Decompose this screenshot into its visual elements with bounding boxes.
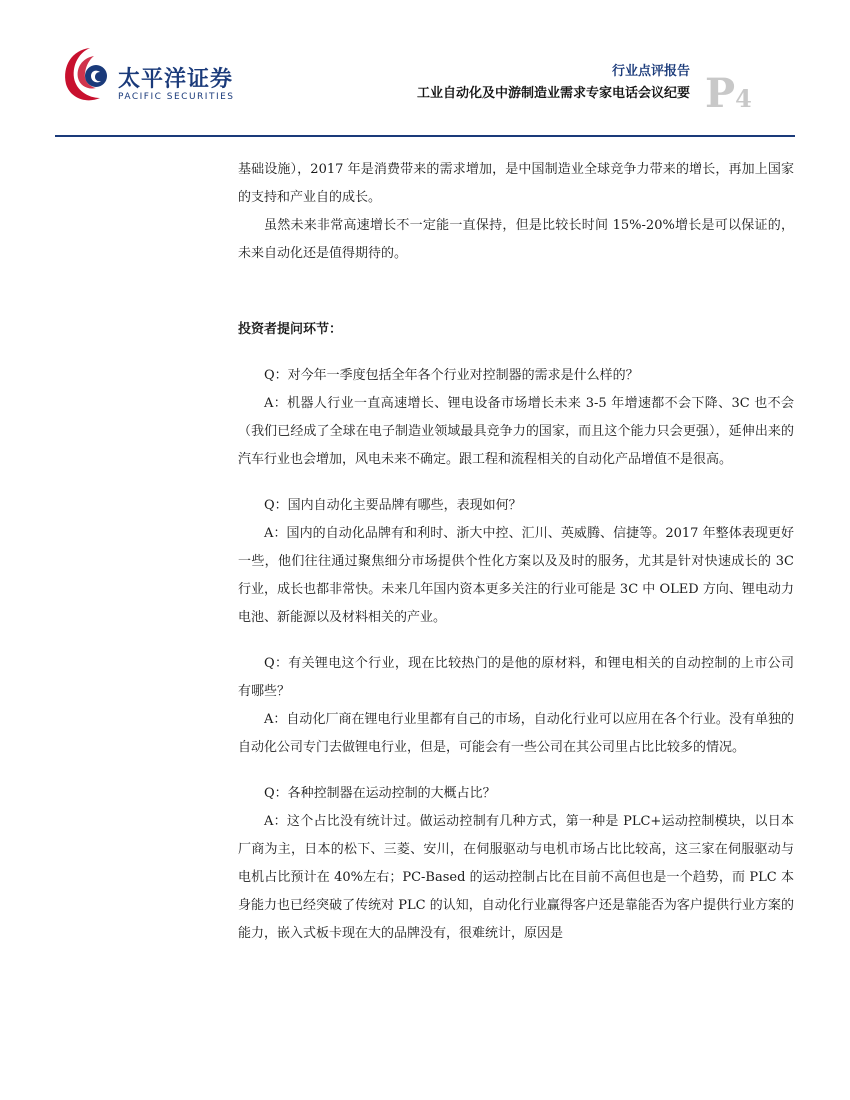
spacer	[238, 632, 794, 650]
logo-english-name: PACIFIC SECURITIES	[118, 92, 235, 102]
answer-2: A：国内的自动化品牌有和利时、浙大中控、汇川、英威腾、信捷等。2017 年整体表现更好一些，他们往往通过聚焦细分市场提供个性化方案以及及时的服务，尤其是针对快速成长的 3C 行业，成长也都非常快。未来几年国内资本更多关注的行业可能是 3C 中 OLED 方向、锂电动力电池、新能源以及材料相关的产业。	[238, 526, 794, 625]
page-header	[0, 0, 850, 140]
answer-4: A：这个占比没有统计过。做运动控制有几种方式，第一种是 PLC+运动控制模块，以日本厂商为主，日本的松下、三菱、安川，在伺服驱动与电机市场占比比较高，这三家在伺服驱动与电机占比预计在 40%左右；PC-Based 的运动控制占比在目前不高但也是一个趋势，而 PLC 本身能力也已经突破了传统对 PLC 的认知，自动化行业赢得客户还是靠能否为客户提供行业方案的能力，嵌入式板卡现在大的品牌没有，很难统计，原因是	[238, 814, 794, 941]
section-heading: 投资者提问环节：	[238, 322, 343, 337]
question-3: Q：有关锂电这个行业，现在比较热门的是他的原材料，和锂电相关的自动控制的上市公司有哪些？	[238, 656, 794, 699]
spacer	[238, 474, 794, 492]
page-number	[705, 70, 752, 117]
question-1: Q：对今年一季度包括全年各个行业对控制器的需求是什么样的？	[264, 368, 639, 383]
spacer	[238, 762, 794, 780]
spacer	[238, 268, 794, 316]
document-body	[238, 156, 794, 948]
logo-chinese-name: 太平洋证券	[118, 67, 234, 92]
company-logo	[60, 42, 260, 112]
page-letter: P	[705, 70, 736, 117]
spacer	[238, 344, 794, 362]
paragraph-continuation: 基础设施），2017 年是消费带来的需求增加，是中国制造业全球竞争力带来的增长，再加上国家的支持和产业自的成长。	[238, 162, 794, 205]
page-number-value: 4	[735, 84, 752, 113]
question-4: Q：各种控制器在运动控制的大概占比？	[264, 786, 496, 801]
header-divider	[55, 135, 795, 137]
answer-1: A：机器人行业一直高速增长、锂电设备市场增长未来 3-5 年增速都不会下降、3C 也不会（我们已经成了全球在电子制造业领域最具竞争力的国家，而且这个能力只会更强），延伸出来的汽车行业也会增加，风电未来不确定。跟工程和流程相关的自动化产品增值不是很高。	[238, 396, 794, 467]
question-2: Q：国内自动化主要品牌有哪些，表现如何？	[264, 498, 522, 513]
report-title: 工业自动化及中游制造业需求专家电话会议纪要	[416, 86, 690, 101]
paragraph-outlook: 虽然未来非常高速增长不一定能一直保持，但是比较长时间 15%-20%增长是可以保证的，未来自动化还是值得期待的。	[238, 218, 794, 261]
answer-3: A：自动化厂商在锂电行业里都有自己的市场，自动化行业可以应用在各个行业。没有单独的自动化公司专门去做锂电行业，但是，可能会有一些公司在其公司里占比比较多的情况。	[238, 712, 794, 755]
pacific-securities-logo-icon	[60, 42, 116, 106]
report-type-label: 行业点评报告	[611, 64, 690, 79]
